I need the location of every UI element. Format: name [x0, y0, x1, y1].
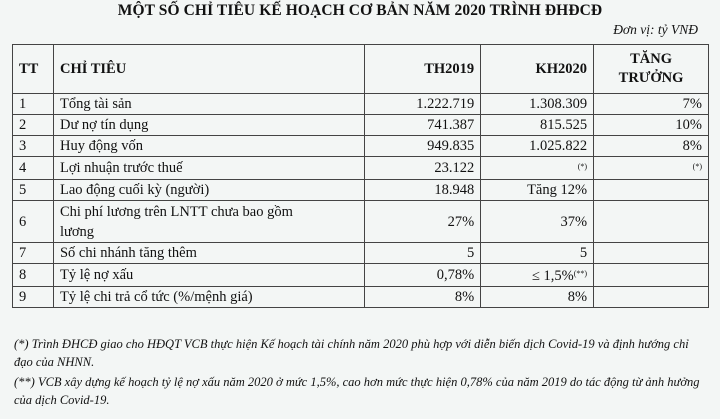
cell-kh2020: 8% — [481, 287, 594, 308]
table-row — [13, 115, 709, 136]
cell-name: Tổng tài sản — [53, 94, 364, 115]
cell-growth: 8% — [594, 136, 709, 157]
cell-th2019: 27% — [365, 201, 481, 243]
cell-th2019: 5 — [365, 243, 481, 264]
table-row — [13, 157, 709, 180]
table-title: MỘT SỐ CHỈ TIÊU KẾ HOẠCH CƠ BẢN NĂM 2020 TRÌNH ĐHĐCĐ — [117, 2, 603, 19]
cell-kh2020: 37% — [481, 201, 594, 243]
cell-th2019: 741.387 — [365, 115, 481, 136]
table-row — [13, 201, 709, 243]
cell-th2019: 1.222.719 — [365, 94, 481, 115]
header-tang-truong-line2: TRƯỞNG — [618, 70, 684, 86]
cell-th2019: 18.948 — [365, 180, 481, 201]
footnote-marker: (*) — [692, 162, 702, 171]
cell-growth: 7% — [594, 94, 709, 115]
header-tang-truong-line1: TĂNG — [630, 51, 672, 67]
unit-label: Đơn vị: tỷ VNĐ — [613, 22, 698, 37]
table-row — [13, 264, 709, 287]
cell-tt: 6 — [13, 201, 54, 243]
header-kh2020: KH2020 — [481, 45, 594, 94]
header-tang-truong — [594, 45, 709, 94]
cell-growth — [594, 264, 709, 287]
cell-tt: 5 — [13, 180, 54, 201]
cell-th2019: 949.835 — [365, 136, 481, 157]
header-th2019: TH2019 — [365, 45, 481, 94]
footnote-1: (*) Trình ĐHCĐ giao cho HĐQT VCB thực hiện Kế hoạch tài chính năm 2020 phù hợp với diễn biến dịch Covid-19 và định hướng chỉ đạo của NHNN. — [14, 337, 689, 369]
cell-kh2020: Tăng 12% — [481, 180, 594, 201]
table-header-row — [13, 45, 709, 94]
cell-name — [53, 201, 364, 243]
header-tt: TT — [13, 45, 54, 94]
table-row — [13, 287, 709, 308]
plan-table — [12, 44, 709, 308]
footnotes — [14, 335, 706, 411]
cell-kh2020: 5 — [481, 243, 594, 264]
cell-th2019: 0,78% — [365, 264, 481, 287]
footnote-marker: (**) — [573, 269, 588, 278]
cell-growth — [594, 287, 709, 308]
table-row — [13, 180, 709, 201]
cell-kh2020 — [481, 264, 594, 287]
cell-name-line1: Chi phí lương trên LNTT chưa bao gồm — [59, 203, 293, 220]
cell-kh2020: 815.525 — [481, 115, 594, 136]
cell-name: Lao động cuối kỳ (người) — [53, 180, 364, 201]
table-row — [13, 136, 709, 157]
cell-kh2020-value: ≤ 1,5% — [531, 268, 574, 284]
cell-tt: 8 — [13, 264, 54, 287]
cell-tt: 3 — [13, 136, 54, 157]
cell-name: Huy động vốn — [53, 136, 364, 157]
cell-kh2020: 1.025.822 — [481, 136, 594, 157]
table-row — [13, 94, 709, 115]
table-row — [13, 243, 709, 264]
cell-name: Số chi nhánh tăng thêm — [53, 243, 364, 264]
cell-name: Dư nợ tín dụng — [53, 115, 364, 136]
cell-growth: 10% — [594, 115, 709, 136]
cell-growth — [594, 180, 709, 201]
cell-name: Tỷ lệ nợ xấu — [53, 264, 364, 287]
cell-name-line2: lương — [59, 223, 95, 240]
footnote-2: (**) VCB xây dựng kế hoạch tỷ lệ nợ xấu năm 2020 ở mức 1,5%, cao hơn mức thực hiện 0,78% của năm 2019 do tác động từ ảnh hưởng của dịch Covid-19. — [14, 375, 700, 407]
cell-tt: 1 — [13, 94, 54, 115]
cell-kh2020 — [481, 157, 594, 180]
cell-growth — [594, 201, 709, 243]
footnote-marker: (*) — [577, 162, 588, 171]
cell-growth — [594, 243, 709, 264]
cell-tt: 4 — [13, 157, 54, 180]
cell-th2019: 8% — [365, 287, 481, 308]
cell-name: Tỷ lệ chi trả cổ tức (%/mệnh giá) — [53, 287, 364, 308]
cell-tt: 7 — [13, 243, 54, 264]
cell-kh2020: 1.308.309 — [481, 94, 594, 115]
cell-name: Lợi nhuận trước thuế — [53, 157, 364, 180]
cell-tt: 9 — [13, 287, 54, 308]
cell-tt: 2 — [13, 115, 54, 136]
cell-th2019: 23.122 — [365, 157, 481, 180]
header-chi-tieu: CHỈ TIÊU — [53, 45, 364, 94]
cell-growth — [594, 157, 709, 180]
